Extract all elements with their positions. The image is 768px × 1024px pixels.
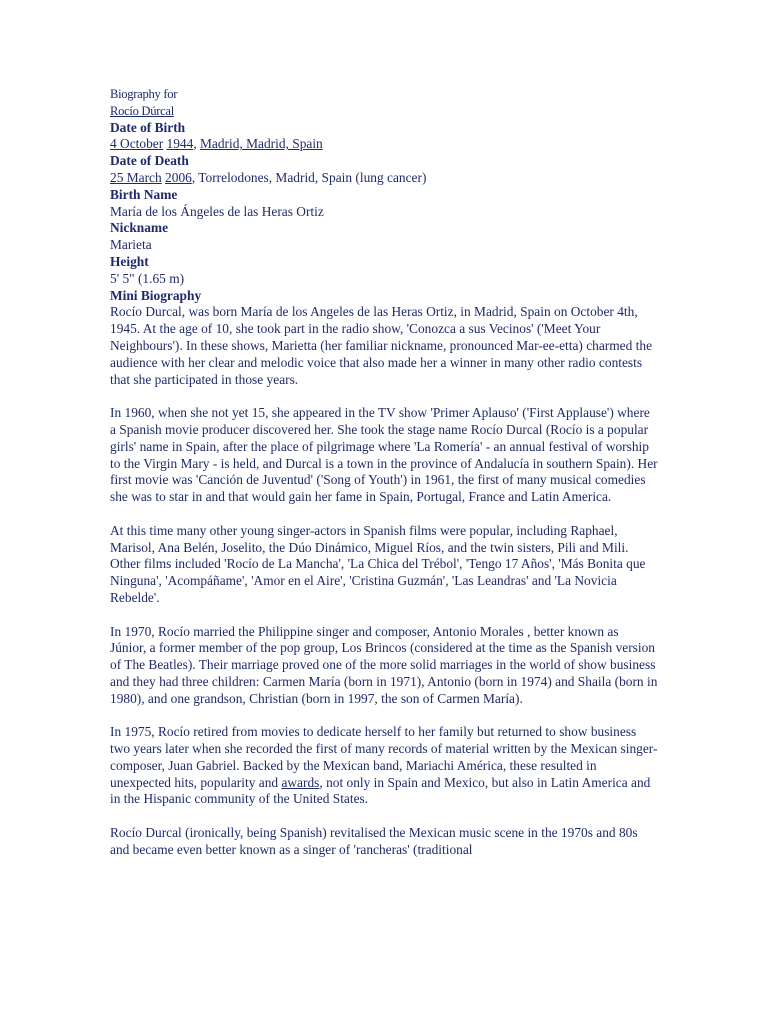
date-of-birth-label: Date of Birth [110,119,186,135]
date-of-death-value [110,170,658,187]
birth-year-link[interactable]: 1944 [166,136,194,152]
birth-place-link[interactable]: Madrid, Madrid, Spain [200,136,323,152]
mini-biography-label: Mini Biography [110,287,202,303]
nickname-value: Marieta [110,237,152,253]
awards-link[interactable]: awards [281,774,320,790]
birth-day-month-link[interactable]: 4 October [110,136,164,152]
birth-name-label: Birth Name [110,186,178,202]
date-of-birth-value [110,136,658,153]
bio-paragraph-1: Rocío Durcal, was born María de los Angeles de las Heras Ortiz, in Madrid, Spain on October 4th, 1945. At the age of 10, she took part in the radio show, 'Conozca a sus Vecinos' ('Meet Your Neighbours'). In these shows, Marietta (her familiar nickname, pronounced Mar-ee-etta) charmed the audience with her clear and melodic voice that also made her a winner in many other radio contests that she participated in those years. [110,304,653,387]
height-value: 5' 5" (1.65 m) [110,270,185,286]
birth-name-value: María de los Ángeles de las Heras Ortiz [110,203,324,219]
biography-page [110,86,658,859]
bio-paragraph-5 [110,724,658,808]
nickname-label: Nickname [110,220,169,236]
death-day-month-link[interactable]: 25 March [110,169,162,185]
bio-paragraph-3: At this time many other young singer-actors in Spanish films were popular, including Raphael, Marisol, Ana Belén, Joselito, the Dúo Dinámico, Miguel Ríos, and the twin sisters, Pili and Mili. Other films included 'Rocío de La Mancha', 'La Chica del Trébol', 'Tengo 17 Años', 'Más Bonita que Ninguna', 'Acompáñame', 'Amor en el Aire', 'Cristina Guzmán', 'Las Leandras' and 'La Novicia Rebelde'. [110,522,646,605]
bio-paragraph-5-start: In 1975, Rocío retired from movies to dedicate herself to her family but returned to show business two years later when she recorded the first of many records of material written by the Mexican singer-composer, Juan Gabriel. Backed by the Mexican band, Mariachi América, these resulted in unexpected hits, popularity and [110,724,658,790]
biography-for-text: Biography for [110,87,178,101]
person-name-link[interactable]: Rocío Dúrcal [110,103,174,118]
death-place-text: , Torrelodones, Madrid, Spain (lung cancer) [191,169,427,185]
date-of-death-label: Date of Death [110,153,189,169]
bio-paragraph-6: Rocío Durcal (ironically, being Spanish) revitalised the Mexican music scene in the 1970s and 80s and became even better known as a singer of 'rancheras' (traditional [110,825,638,857]
death-year-link[interactable]: 2006 [165,169,192,185]
bio-paragraph-4: In 1970, Rocío married the Philippine singer and composer, Antonio Morales , better known as Júnior, a former member of the pop group, Los Brincos (considered at the time as the Spanish version of The Beatles). Their marriage proved one of the more solid marriages in the world of show business and they had three children: Carmen María (born in 1971), Antonio (born in 1974) and Shaila (born in 1980), and one grandson, Christian (born in 1997, the son of Carmen María). [110,623,658,706]
height-label: Height [110,253,149,269]
bio-paragraph-2: In 1960, when she not yet 15, she appeared in the TV show 'Primer Aplauso' ('First Applause') where a Spanish movie producer discovered her. She took the stage name Rocío Durcal (Rocío is a popular girls' name in Spain, after the place of pilgrimage where 'La Romería' - an annual festival of worship to the Virgin Mary - is held, and Durcal is a town in the province of Andalucía in southern Spain). Her first movie was 'Canción de Juventud' ('Song of Youth') in 1961, the first of many musical comedies she was to star in and that would gain her fame in Spain, Portugal, France and Latin America. [110,405,658,505]
birth-separator: , [193,136,201,152]
bio-paragraph-5-end: , not only in Spain and Mexico, but also in Latin America and in the Hispanic community of the United States. [110,774,651,807]
